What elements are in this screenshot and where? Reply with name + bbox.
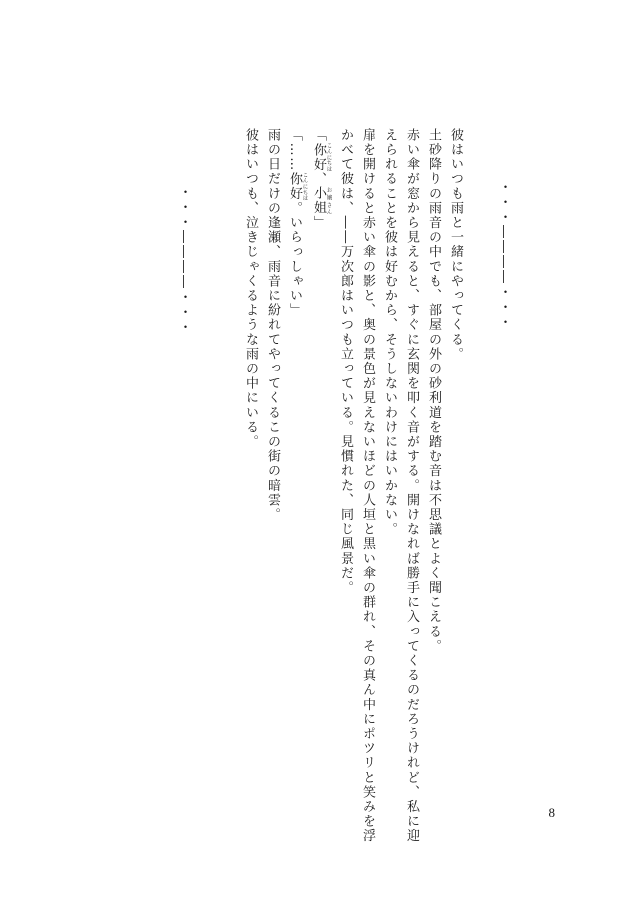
ruby-base-nihao-2: 你好 xyxy=(287,171,302,202)
ruby-text-konnichiwa-2: こんにちは xyxy=(301,171,308,201)
ruby-text-konnichiwa: こんにちは xyxy=(325,142,332,172)
text-line-4: えられることを彼は好むから、そうしないわけにはいかない。 xyxy=(382,128,397,537)
ruby-word-nihao xyxy=(311,142,332,172)
text-line-3: 赤い傘が窓から見えると、すぐに玄関を叩く音がする。開けなれば勝手に入ってくるのだろうけれど、私に迎 xyxy=(404,128,419,844)
ruby-text-ojousan: お嬢さん xyxy=(325,186,332,216)
quote-open-ellipsis: 「…… xyxy=(287,128,302,172)
text-line-6: かべて彼は、――万次郎はいつも立っている。見慣れた、同じ風景だ。 xyxy=(338,128,353,596)
dialogue-rest: 。いらっしゃい」 xyxy=(287,201,302,318)
comma: 、 xyxy=(311,171,326,187)
ruby-base-xiaojie: 小姐 xyxy=(311,186,326,216)
ruby-base-nihao: 你好 xyxy=(311,142,326,172)
ruby-word-nihao-2 xyxy=(287,171,308,202)
quote-open: 「 xyxy=(311,128,326,143)
text-line-7-dialogue xyxy=(312,128,332,230)
section-separator-bottom: ・・・――――・・・ xyxy=(176,185,191,335)
text-line-1: 彼はいつも雨と一緒にやってくる。 xyxy=(448,128,463,362)
text-line-9: 雨の日だけの逢瀬、雨音に紛れてやってくるこの街の暗雲。 xyxy=(265,128,280,523)
text-line-2: 土砂降りの雨音の中でも、部屋の外の砂利道を踏む音は不思議とよく聞こえる。 xyxy=(426,128,441,654)
text-line-5: 扉を開けると赤い傘の影と、奥の景色が見えないほどの人垣と黒い傘の群れ、その真ん中にポツリと笑みを浮 xyxy=(360,128,375,844)
text-line-10: 彼はいつも、泣きじゃくるような雨の中にいる。 xyxy=(243,128,258,450)
section-separator-top: ・・・――――・・・ xyxy=(496,180,511,330)
ruby-word-xiaojie xyxy=(311,186,332,216)
quote-close: 」 xyxy=(311,215,326,231)
page-number: 8 xyxy=(548,805,555,820)
text-line-8-dialogue xyxy=(288,128,308,318)
